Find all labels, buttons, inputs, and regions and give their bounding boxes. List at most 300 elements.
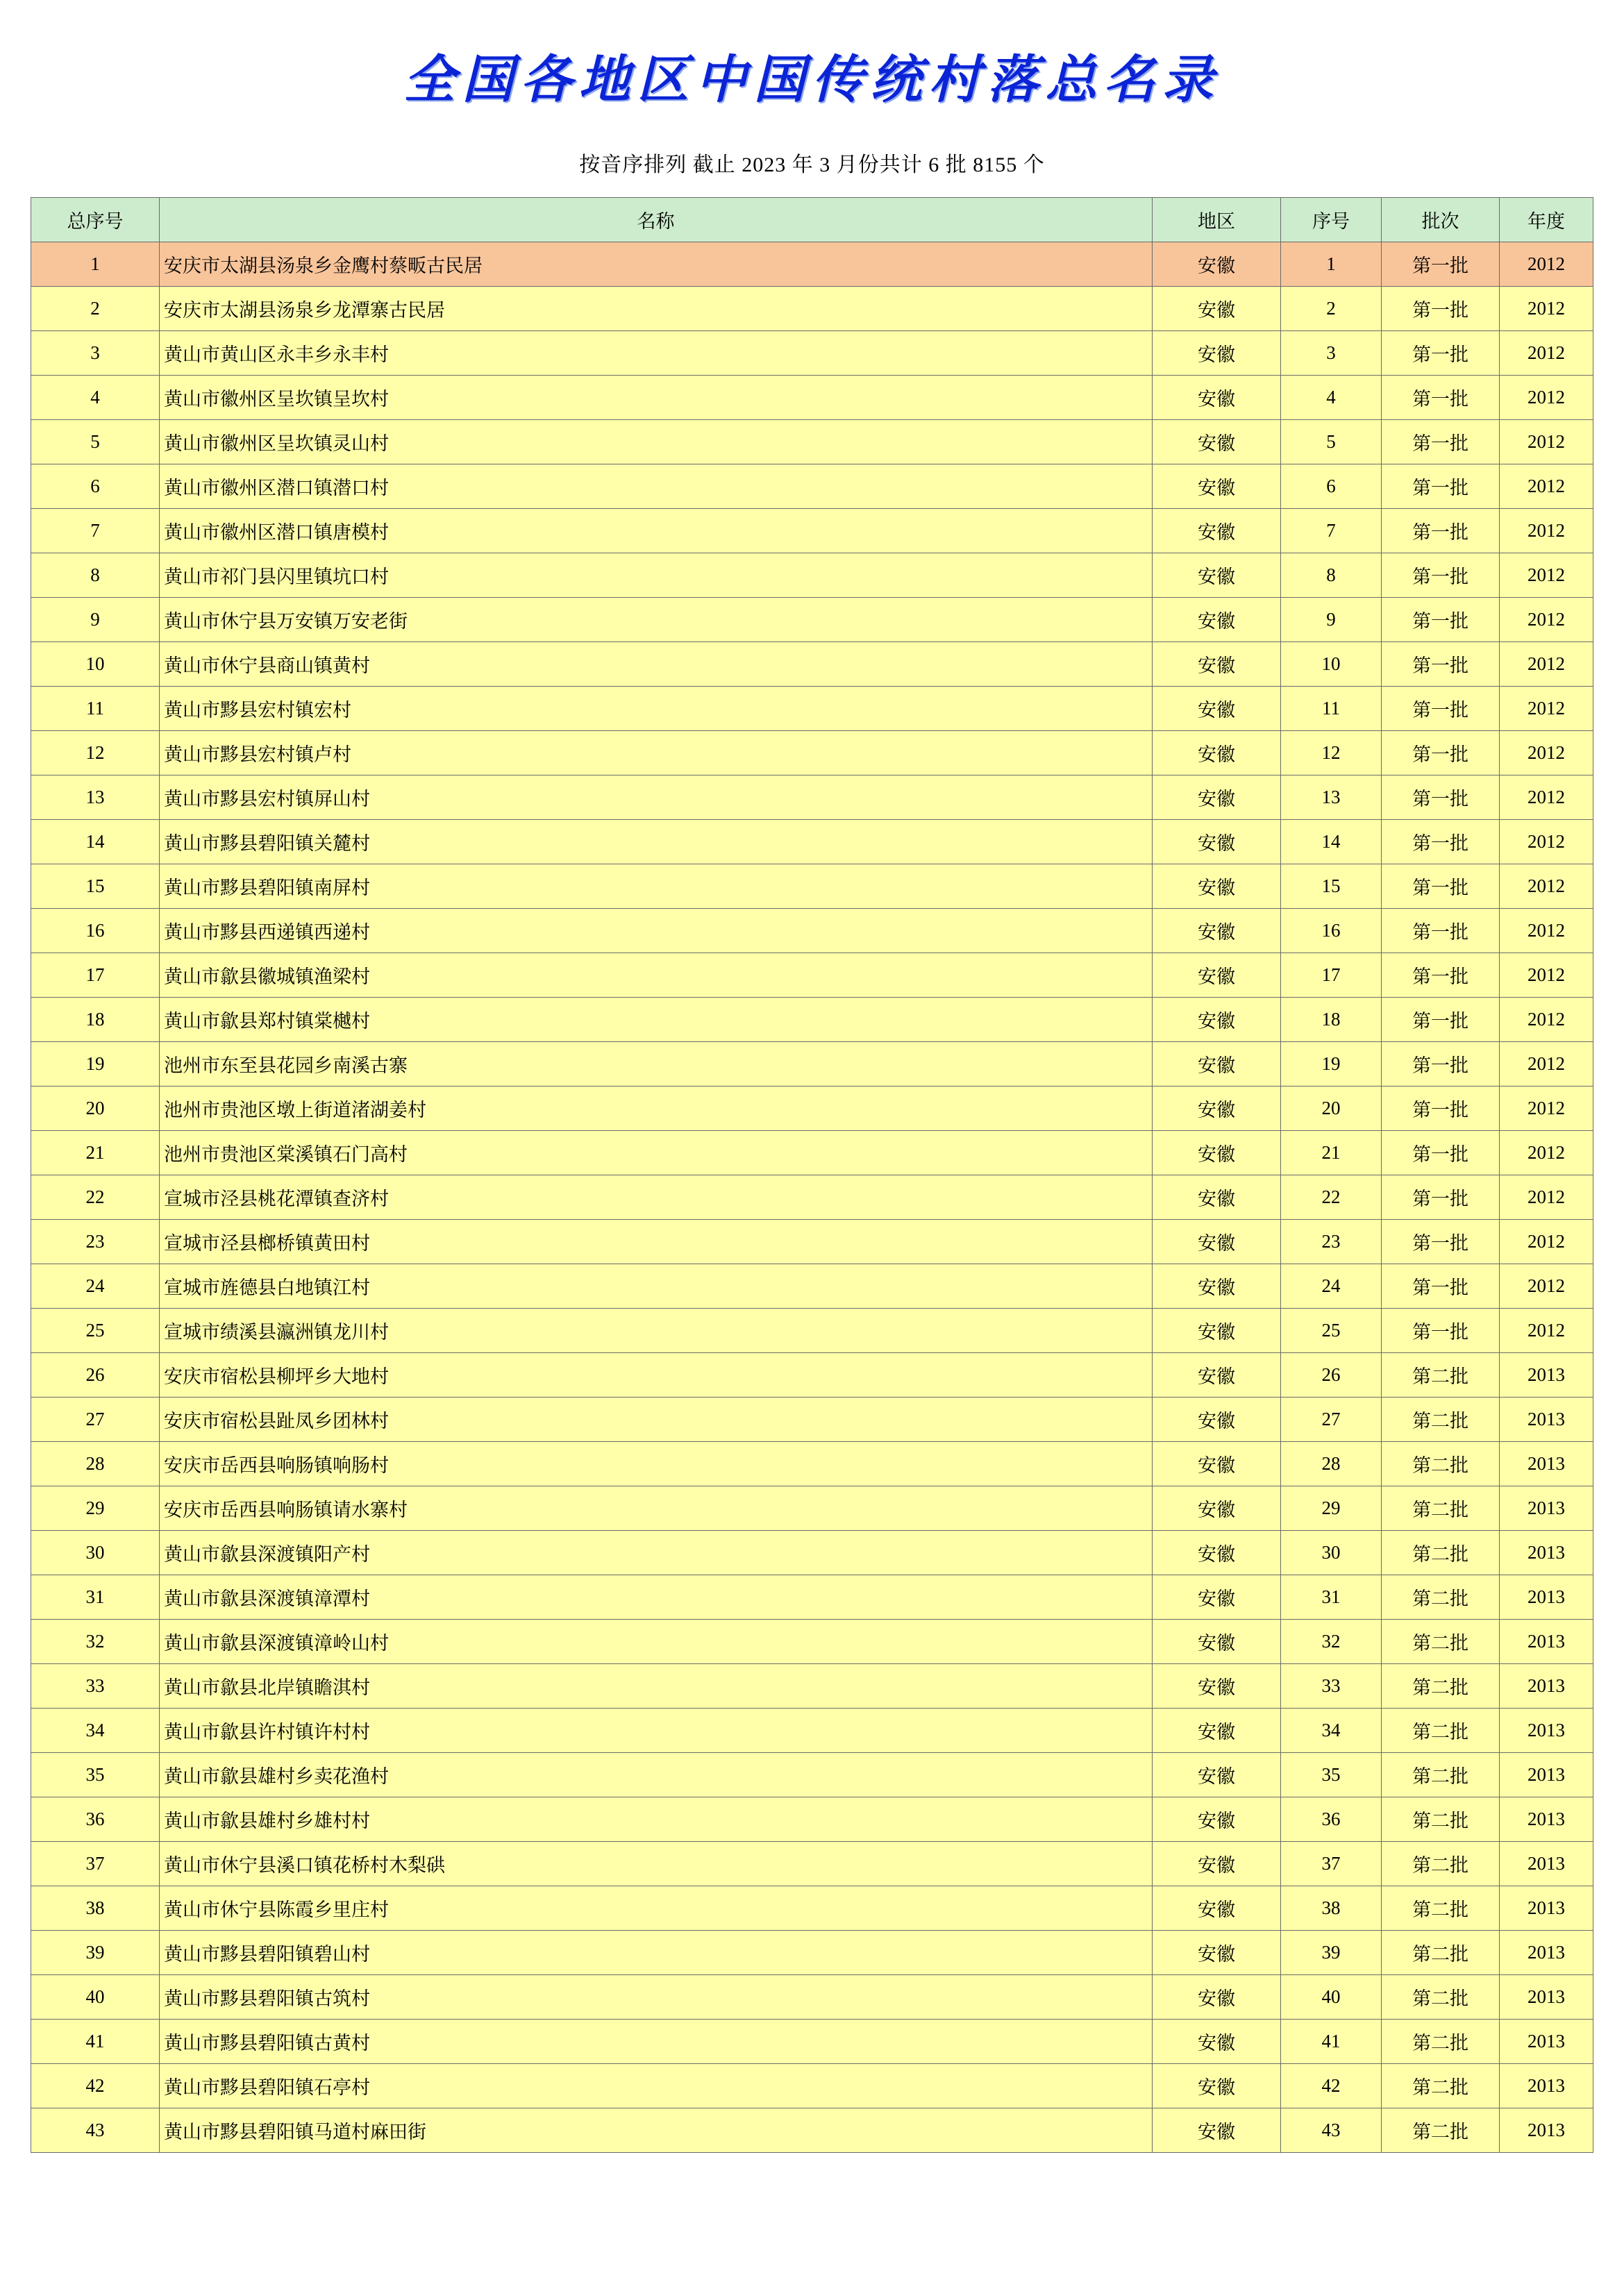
cell-name: 安庆市宿松县趾凤乡团林村 — [160, 1398, 1153, 1442]
cell-region: 安徽 — [1153, 820, 1281, 864]
cell-year: 2013 — [1500, 2108, 1593, 2153]
cell-region: 安徽 — [1153, 553, 1281, 598]
cell-batch: 第二批 — [1382, 1975, 1500, 2020]
cell-batch: 第一批 — [1382, 731, 1500, 775]
table-row — [31, 1709, 1593, 1753]
table-row — [31, 1264, 1593, 1309]
cell-year: 2012 — [1500, 1131, 1593, 1175]
cell-index: 18 — [1281, 998, 1382, 1042]
table-row — [31, 2020, 1593, 2064]
table-row — [31, 1531, 1593, 1575]
cell-region: 安徽 — [1153, 1753, 1281, 1797]
cell-batch: 第一批 — [1382, 242, 1500, 287]
cell-index: 17 — [1281, 953, 1382, 998]
cell-total-index: 13 — [31, 775, 160, 820]
page-title: 全国各地区中国传统村落总名录 — [403, 51, 1221, 108]
cell-region: 安徽 — [1153, 1264, 1281, 1309]
table-row — [31, 687, 1593, 731]
table-row — [31, 2108, 1593, 2153]
cell-total-index: 14 — [31, 820, 160, 864]
cell-region: 安徽 — [1153, 1975, 1281, 2020]
cell-year: 2013 — [1500, 1797, 1593, 1842]
cell-name: 宣城市泾县桃花潭镇查济村 — [160, 1175, 1153, 1220]
cell-year: 2012 — [1500, 1175, 1593, 1220]
cell-batch: 第二批 — [1382, 1353, 1500, 1398]
table-row — [31, 331, 1593, 376]
cell-year: 2013 — [1500, 1753, 1593, 1797]
cell-batch: 第一批 — [1382, 1220, 1500, 1264]
table-row — [31, 1042, 1593, 1087]
cell-index: 13 — [1281, 775, 1382, 820]
cell-name: 宣城市绩溪县瀛洲镇龙川村 — [160, 1309, 1153, 1353]
cell-region: 安徽 — [1153, 242, 1281, 287]
cell-name: 安庆市岳西县响肠镇响肠村 — [160, 1442, 1153, 1486]
cell-total-index: 19 — [31, 1042, 160, 1087]
cell-name: 黄山市黄山区永丰乡永丰村 — [160, 331, 1153, 376]
cell-index: 40 — [1281, 1975, 1382, 2020]
table-row — [31, 1442, 1593, 1486]
cell-name: 黄山市徽州区呈坎镇灵山村 — [160, 420, 1153, 464]
cell-index: 36 — [1281, 1797, 1382, 1842]
table-row — [31, 1753, 1593, 1797]
cell-total-index: 32 — [31, 1620, 160, 1664]
cell-region: 安徽 — [1153, 287, 1281, 331]
cell-region: 安徽 — [1153, 2108, 1281, 2153]
cell-year: 2012 — [1500, 642, 1593, 687]
cell-total-index: 27 — [31, 1398, 160, 1442]
table-row — [31, 820, 1593, 864]
cell-region: 安徽 — [1153, 909, 1281, 953]
table-row — [31, 1131, 1593, 1175]
cell-name: 黄山市歙县北岸镇瞻淇村 — [160, 1664, 1153, 1709]
cell-year: 2013 — [1500, 1353, 1593, 1398]
page-subtitle: 按音序排列 截止 2023 年 3 月份共计 6 批 8155 个 — [579, 153, 1045, 176]
table-row — [31, 287, 1593, 331]
cell-year: 2012 — [1500, 464, 1593, 509]
table-row — [31, 1797, 1593, 1842]
cell-region: 安徽 — [1153, 1620, 1281, 1664]
cell-name: 安庆市宿松县柳坪乡大地村 — [160, 1353, 1153, 1398]
cell-index: 15 — [1281, 864, 1382, 909]
cell-total-index: 5 — [31, 420, 160, 464]
cell-year: 2012 — [1500, 509, 1593, 553]
cell-total-index: 41 — [31, 2020, 160, 2064]
cell-region: 安徽 — [1153, 1220, 1281, 1264]
cell-batch: 第一批 — [1382, 331, 1500, 376]
cell-region: 安徽 — [1153, 1842, 1281, 1886]
cell-name: 宣城市旌德县白地镇江村 — [160, 1264, 1153, 1309]
cell-year: 2012 — [1500, 1042, 1593, 1087]
cell-name: 安庆市岳西县响肠镇请水寨村 — [160, 1486, 1153, 1531]
cell-total-index: 39 — [31, 1931, 160, 1975]
cell-region: 安徽 — [1153, 509, 1281, 553]
cell-index: 29 — [1281, 1486, 1382, 1531]
cell-name: 黄山市休宁县万安镇万安老街 — [160, 598, 1153, 642]
cell-total-index: 16 — [31, 909, 160, 953]
table-row — [31, 464, 1593, 509]
cell-batch: 第一批 — [1382, 1042, 1500, 1087]
column-header-year: 年度 — [1500, 198, 1593, 242]
cell-region: 安徽 — [1153, 687, 1281, 731]
cell-name: 黄山市黟县西递镇西递村 — [160, 909, 1153, 953]
cell-total-index: 11 — [31, 687, 160, 731]
cell-name: 黄山市歙县许村镇许村村 — [160, 1709, 1153, 1753]
cell-batch: 第一批 — [1382, 909, 1500, 953]
cell-year: 2013 — [1500, 1442, 1593, 1486]
cell-year: 2012 — [1500, 731, 1593, 775]
column-header-total-index: 总序号 — [31, 198, 160, 242]
cell-index: 39 — [1281, 1931, 1382, 1975]
cell-index: 34 — [1281, 1709, 1382, 1753]
table-header — [31, 198, 1593, 242]
cell-region: 安徽 — [1153, 376, 1281, 420]
cell-name: 黄山市休宁县陈霞乡里庄村 — [160, 1886, 1153, 1931]
cell-total-index: 18 — [31, 998, 160, 1042]
cell-total-index: 10 — [31, 642, 160, 687]
cell-name: 黄山市黟县碧阳镇关麓村 — [160, 820, 1153, 864]
cell-year: 2012 — [1500, 998, 1593, 1042]
cell-index: 27 — [1281, 1398, 1382, 1442]
cell-index: 23 — [1281, 1220, 1382, 1264]
cell-index: 26 — [1281, 1353, 1382, 1398]
cell-index: 33 — [1281, 1664, 1382, 1709]
cell-region: 安徽 — [1153, 1575, 1281, 1620]
cell-year: 2013 — [1500, 1620, 1593, 1664]
cell-region: 安徽 — [1153, 1042, 1281, 1087]
cell-year: 2013 — [1500, 1486, 1593, 1531]
village-directory-table — [31, 197, 1593, 2153]
cell-name: 黄山市歙县徽城镇渔梁村 — [160, 953, 1153, 998]
cell-index: 32 — [1281, 1620, 1382, 1664]
table-row — [31, 509, 1593, 553]
cell-year: 2012 — [1500, 775, 1593, 820]
cell-region: 安徽 — [1153, 464, 1281, 509]
cell-year: 2012 — [1500, 553, 1593, 598]
cell-index: 8 — [1281, 553, 1382, 598]
cell-year: 2012 — [1500, 687, 1593, 731]
cell-total-index: 20 — [31, 1087, 160, 1131]
cell-year: 2013 — [1500, 1931, 1593, 1975]
cell-index: 14 — [1281, 820, 1382, 864]
cell-index: 37 — [1281, 1842, 1382, 1886]
cell-batch: 第一批 — [1382, 775, 1500, 820]
cell-index: 20 — [1281, 1087, 1382, 1131]
cell-region: 安徽 — [1153, 1353, 1281, 1398]
cell-batch: 第二批 — [1382, 1886, 1500, 1931]
cell-index: 4 — [1281, 376, 1382, 420]
cell-index: 12 — [1281, 731, 1382, 775]
cell-index: 28 — [1281, 1442, 1382, 1486]
cell-total-index: 30 — [31, 1531, 160, 1575]
cell-region: 安徽 — [1153, 998, 1281, 1042]
table-row — [31, 1664, 1593, 1709]
cell-name: 黄山市歙县雄村乡卖花渔村 — [160, 1753, 1153, 1797]
cell-year: 2013 — [1500, 1398, 1593, 1442]
cell-batch: 第一批 — [1382, 464, 1500, 509]
cell-year: 2012 — [1500, 287, 1593, 331]
cell-name: 黄山市歙县深渡镇阳产村 — [160, 1531, 1153, 1575]
cell-batch: 第一批 — [1382, 376, 1500, 420]
cell-year: 2012 — [1500, 1264, 1593, 1309]
cell-total-index: 33 — [31, 1664, 160, 1709]
cell-name: 黄山市祁门县闪里镇坑口村 — [160, 553, 1153, 598]
cell-batch: 第二批 — [1382, 1797, 1500, 1842]
cell-batch: 第二批 — [1382, 2064, 1500, 2108]
cell-total-index: 40 — [31, 1975, 160, 2020]
cell-name: 黄山市休宁县溪口镇花桥村木梨硔 — [160, 1842, 1153, 1886]
table-header-row — [31, 198, 1593, 242]
cell-year: 2012 — [1500, 864, 1593, 909]
table-row — [31, 1486, 1593, 1531]
cell-region: 安徽 — [1153, 1486, 1281, 1531]
cell-name: 黄山市黟县宏村镇屏山村 — [160, 775, 1153, 820]
cell-year: 2013 — [1500, 1709, 1593, 1753]
cell-total-index: 1 — [31, 242, 160, 287]
cell-year: 2012 — [1500, 1087, 1593, 1131]
cell-index: 16 — [1281, 909, 1382, 953]
cell-region: 安徽 — [1153, 420, 1281, 464]
cell-year: 2012 — [1500, 598, 1593, 642]
cell-batch: 第一批 — [1382, 553, 1500, 598]
table-row — [31, 998, 1593, 1042]
table-row — [31, 909, 1593, 953]
table-row — [31, 553, 1593, 598]
cell-name: 黄山市黟县碧阳镇南屏村 — [160, 864, 1153, 909]
table-row — [31, 242, 1593, 287]
table-row — [31, 598, 1593, 642]
cell-year: 2013 — [1500, 1531, 1593, 1575]
cell-index: 9 — [1281, 598, 1382, 642]
cell-year: 2013 — [1500, 2064, 1593, 2108]
cell-index: 25 — [1281, 1309, 1382, 1353]
cell-batch: 第二批 — [1382, 1931, 1500, 1975]
cell-index: 19 — [1281, 1042, 1382, 1087]
cell-region: 安徽 — [1153, 1709, 1281, 1753]
cell-year: 2012 — [1500, 1220, 1593, 1264]
cell-year: 2013 — [1500, 1842, 1593, 1886]
cell-total-index: 22 — [31, 1175, 160, 1220]
table-row — [31, 731, 1593, 775]
column-header-batch: 批次 — [1382, 198, 1500, 242]
cell-year: 2013 — [1500, 1886, 1593, 1931]
cell-region: 安徽 — [1153, 598, 1281, 642]
cell-name: 黄山市歙县郑村镇棠樾村 — [160, 998, 1153, 1042]
cell-index: 3 — [1281, 331, 1382, 376]
cell-batch: 第二批 — [1382, 1842, 1500, 1886]
cell-batch: 第一批 — [1382, 864, 1500, 909]
cell-index: 11 — [1281, 687, 1382, 731]
cell-region: 安徽 — [1153, 331, 1281, 376]
cell-batch: 第一批 — [1382, 1087, 1500, 1131]
cell-name: 池州市贵池区棠溪镇石门高村 — [160, 1131, 1153, 1175]
table-row — [31, 642, 1593, 687]
cell-index: 2 — [1281, 287, 1382, 331]
column-header-region: 地区 — [1153, 198, 1281, 242]
cell-index: 21 — [1281, 1131, 1382, 1175]
cell-index: 42 — [1281, 2064, 1382, 2108]
table-row — [31, 376, 1593, 420]
cell-year: 2012 — [1500, 420, 1593, 464]
cell-batch: 第一批 — [1382, 598, 1500, 642]
table-body — [31, 242, 1593, 2153]
cell-index: 10 — [1281, 642, 1382, 687]
cell-batch: 第一批 — [1382, 687, 1500, 731]
cell-total-index: 37 — [31, 1842, 160, 1886]
cell-name: 黄山市黟县碧阳镇石亭村 — [160, 2064, 1153, 2108]
cell-index: 35 — [1281, 1753, 1382, 1797]
table-row — [31, 1931, 1593, 1975]
table-row — [31, 1975, 1593, 2020]
cell-name: 黄山市徽州区潜口镇潜口村 — [160, 464, 1153, 509]
table-row — [31, 864, 1593, 909]
cell-name: 安庆市太湖县汤泉乡龙潭寨古民居 — [160, 287, 1153, 331]
cell-region: 安徽 — [1153, 864, 1281, 909]
cell-index: 43 — [1281, 2108, 1382, 2153]
cell-total-index: 3 — [31, 331, 160, 376]
table-row — [31, 1175, 1593, 1220]
cell-batch: 第二批 — [1382, 1398, 1500, 1442]
cell-name: 黄山市休宁县商山镇黄村 — [160, 642, 1153, 687]
cell-total-index: 43 — [31, 2108, 160, 2153]
cell-region: 安徽 — [1153, 642, 1281, 687]
cell-batch: 第一批 — [1382, 998, 1500, 1042]
cell-batch: 第一批 — [1382, 1175, 1500, 1220]
cell-index: 41 — [1281, 2020, 1382, 2064]
cell-year: 2013 — [1500, 1975, 1593, 2020]
cell-year: 2012 — [1500, 909, 1593, 953]
table-row — [31, 1575, 1593, 1620]
cell-batch: 第二批 — [1382, 1753, 1500, 1797]
cell-name: 黄山市黟县宏村镇宏村 — [160, 687, 1153, 731]
cell-name: 黄山市歙县深渡镇漳潭村 — [160, 1575, 1153, 1620]
cell-region: 安徽 — [1153, 2064, 1281, 2108]
cell-total-index: 25 — [31, 1309, 160, 1353]
cell-total-index: 23 — [31, 1220, 160, 1264]
table-row — [31, 1620, 1593, 1664]
cell-index: 7 — [1281, 509, 1382, 553]
cell-total-index: 35 — [31, 1753, 160, 1797]
cell-name: 黄山市徽州区呈坎镇呈坎村 — [160, 376, 1153, 420]
cell-batch: 第一批 — [1382, 953, 1500, 998]
cell-index: 38 — [1281, 1886, 1382, 1931]
table-row — [31, 1842, 1593, 1886]
cell-region: 安徽 — [1153, 953, 1281, 998]
cell-name: 黄山市黟县宏村镇卢村 — [160, 731, 1153, 775]
cell-year: 2012 — [1500, 242, 1593, 287]
cell-name: 宣城市泾县榔桥镇黄田村 — [160, 1220, 1153, 1264]
cell-batch: 第二批 — [1382, 1664, 1500, 1709]
cell-region: 安徽 — [1153, 1442, 1281, 1486]
table-row — [31, 1309, 1593, 1353]
cell-name: 黄山市歙县雄村乡雄村村 — [160, 1797, 1153, 1842]
cell-index: 30 — [1281, 1531, 1382, 1575]
cell-year: 2012 — [1500, 331, 1593, 376]
cell-index: 1 — [1281, 242, 1382, 287]
table-row — [31, 1886, 1593, 1931]
cell-year: 2013 — [1500, 1664, 1593, 1709]
cell-index: 6 — [1281, 464, 1382, 509]
cell-year: 2013 — [1500, 2020, 1593, 2064]
cell-region: 安徽 — [1153, 2020, 1281, 2064]
table-row — [31, 1220, 1593, 1264]
cell-index: 5 — [1281, 420, 1382, 464]
cell-batch: 第一批 — [1382, 1309, 1500, 1353]
cell-batch: 第二批 — [1382, 1442, 1500, 1486]
cell-index: 31 — [1281, 1575, 1382, 1620]
cell-batch: 第一批 — [1382, 642, 1500, 687]
cell-region: 安徽 — [1153, 1131, 1281, 1175]
cell-region: 安徽 — [1153, 1309, 1281, 1353]
cell-total-index: 29 — [31, 1486, 160, 1531]
column-header-index: 序号 — [1281, 198, 1382, 242]
cell-index: 24 — [1281, 1264, 1382, 1309]
table-row — [31, 775, 1593, 820]
cell-name: 黄山市黟县碧阳镇古筑村 — [160, 1975, 1153, 2020]
cell-total-index: 12 — [31, 731, 160, 775]
cell-total-index: 9 — [31, 598, 160, 642]
cell-batch: 第二批 — [1382, 2020, 1500, 2064]
cell-batch: 第一批 — [1382, 420, 1500, 464]
cell-batch: 第二批 — [1382, 2108, 1500, 2153]
cell-year: 2012 — [1500, 1309, 1593, 1353]
cell-total-index: 28 — [31, 1442, 160, 1486]
cell-region: 安徽 — [1153, 1797, 1281, 1842]
column-header-name: 名称 — [160, 198, 1153, 242]
cell-total-index: 4 — [31, 376, 160, 420]
table-row — [31, 1087, 1593, 1131]
cell-region: 安徽 — [1153, 731, 1281, 775]
cell-name: 池州市贵池区墩上街道渚湖姜村 — [160, 1087, 1153, 1131]
cell-total-index: 24 — [31, 1264, 160, 1309]
cell-total-index: 8 — [31, 553, 160, 598]
cell-region: 安徽 — [1153, 1931, 1281, 1975]
cell-batch: 第二批 — [1382, 1709, 1500, 1753]
cell-total-index: 42 — [31, 2064, 160, 2108]
cell-batch: 第一批 — [1382, 820, 1500, 864]
cell-name: 池州市东至县花园乡南溪古寨 — [160, 1042, 1153, 1087]
cell-batch: 第二批 — [1382, 1620, 1500, 1664]
cell-region: 安徽 — [1153, 1087, 1281, 1131]
cell-name: 黄山市黟县碧阳镇马道村麻田街 — [160, 2108, 1153, 2153]
cell-region: 安徽 — [1153, 1886, 1281, 1931]
cell-name: 黄山市黟县碧阳镇古黄村 — [160, 2020, 1153, 2064]
cell-total-index: 34 — [31, 1709, 160, 1753]
cell-total-index: 21 — [31, 1131, 160, 1175]
cell-name: 黄山市黟县碧阳镇碧山村 — [160, 1931, 1153, 1975]
cell-total-index: 2 — [31, 287, 160, 331]
cell-region: 安徽 — [1153, 1175, 1281, 1220]
table-row — [31, 2064, 1593, 2108]
cell-total-index: 26 — [31, 1353, 160, 1398]
cell-batch: 第一批 — [1382, 509, 1500, 553]
cell-year: 2012 — [1500, 953, 1593, 998]
cell-region: 安徽 — [1153, 1664, 1281, 1709]
table-row — [31, 1353, 1593, 1398]
cell-batch: 第二批 — [1382, 1575, 1500, 1620]
cell-region: 安徽 — [1153, 1398, 1281, 1442]
cell-year: 2013 — [1500, 1575, 1593, 1620]
cell-total-index: 36 — [31, 1797, 160, 1842]
cell-batch: 第一批 — [1382, 287, 1500, 331]
cell-total-index: 31 — [31, 1575, 160, 1620]
cell-region: 安徽 — [1153, 775, 1281, 820]
table-row — [31, 953, 1593, 998]
cell-batch: 第一批 — [1382, 1131, 1500, 1175]
cell-name: 黄山市歙县深渡镇漳岭山村 — [160, 1620, 1153, 1664]
table-row — [31, 420, 1593, 464]
cell-name: 黄山市徽州区潜口镇唐模村 — [160, 509, 1153, 553]
cell-index: 22 — [1281, 1175, 1382, 1220]
